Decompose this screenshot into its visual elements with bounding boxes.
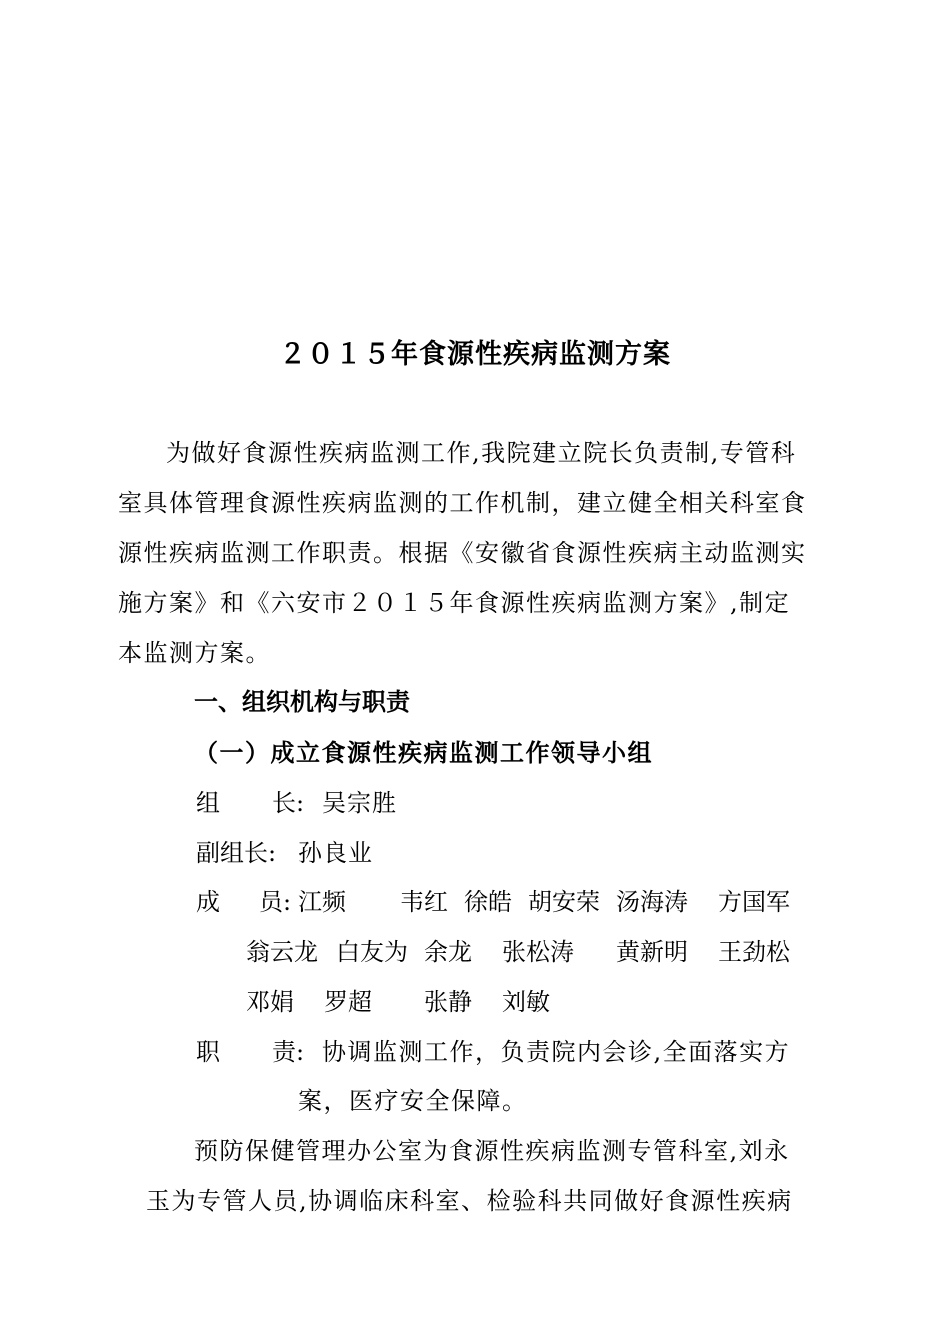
member-name: 张松涛 [502,938,574,966]
member-name: 汤海涛 [616,888,688,916]
member-name: 翁云龙 [246,938,318,966]
member-name: 王劲松 [718,938,790,966]
section-heading: 一、组织机构与职责 [194,688,410,716]
member-name: 韦红 [400,888,448,916]
member-name: 白友为 [336,938,408,966]
members-label-part: 员: [259,888,292,916]
member-name: 张静 [424,988,472,1016]
members-label-part: 成 [196,888,220,916]
duty-text-line: 案，医疗安全保障。 [298,1087,528,1115]
leader-label-part: 长: [272,789,305,817]
intro-line: 源性疾病监测工作职责。根据《安徽省食源性疾病主动监测实 [118,539,807,567]
leader-name: 吴宗胜 [322,789,397,817]
intro-line: 室具体管理食源性疾病监测的工作机制，建立健全相关科室食 [118,489,807,517]
vice-leader-label: 副组长: [196,839,277,867]
intro-line: 为做好食源性疾病监测工作,我院建立院长负责制,专管科 [166,439,797,467]
subsection-heading: （一）成立食源性疾病监测工作领导小组 [194,738,653,767]
member-name: 徐皓 [464,888,512,916]
member-name: 邓娟 [246,988,294,1016]
duty-text-line: 协调监测工作，负责院内会诊,全面落实方 [322,1038,791,1066]
closing-line: 预防保健管理办公室为食源性疾病监测专管科室,刘永 [194,1137,790,1165]
intro-line: 本监测方案。 [118,639,271,667]
member-name: 余龙 [424,938,472,966]
member-name: 罗超 [324,988,372,1016]
duty-label-part: 责: [272,1038,305,1066]
member-name: 刘敏 [502,988,550,1016]
duty-label-part: 职 [196,1038,220,1066]
leader-label-part: 组 [196,789,220,817]
document-title: ２０１５年食源性疾病监测方案 [279,339,671,370]
member-name: 方国军 [718,888,790,916]
member-name: 胡安荣 [528,888,600,916]
member-name: 黄新明 [616,938,688,966]
closing-line: 玉为专管人员,协调临床科室、检验科共同做好食源性疾病 [146,1187,793,1215]
member-name: 江频 [298,888,346,916]
intro-line: 施方案》和《六安市２０１５年食源性疾病监测方案》,制定 [118,589,791,617]
vice-leader-name: 孙良业 [298,839,373,867]
